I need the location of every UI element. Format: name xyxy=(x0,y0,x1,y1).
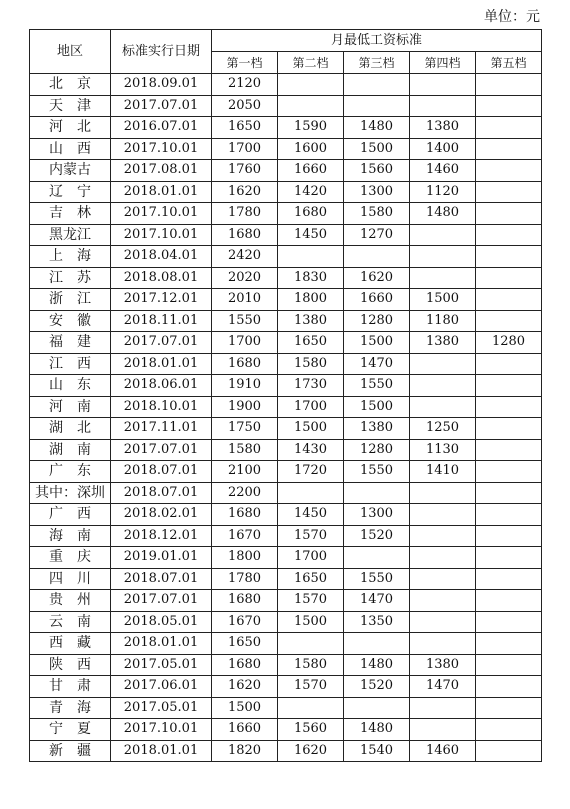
tier-3-cell: 1270 xyxy=(344,224,410,246)
tier-4-cell xyxy=(410,590,476,612)
tier-4-cell xyxy=(410,267,476,289)
tier-1-cell: 1680 xyxy=(212,353,278,375)
tier-5-cell xyxy=(476,654,542,676)
date-cell: 2017.05.01 xyxy=(111,654,212,676)
tier-3-cell: 1500 xyxy=(344,396,410,418)
tier-3-cell: 1480 xyxy=(344,654,410,676)
tier-3-cell: 1500 xyxy=(344,138,410,160)
tier-1-cell: 1680 xyxy=(212,504,278,526)
region-cell: 山 西 xyxy=(30,138,111,160)
tier-1-cell: 1700 xyxy=(212,138,278,160)
date-cell: 2017.07.01 xyxy=(111,95,212,117)
tier-4-cell xyxy=(410,697,476,719)
tier-4-cell xyxy=(410,525,476,547)
tier-2-cell: 1830 xyxy=(278,267,344,289)
tier-4-cell xyxy=(410,504,476,526)
table-row xyxy=(30,461,542,483)
region-cell: 甘 肃 xyxy=(30,676,111,698)
region-cell: 天 津 xyxy=(30,95,111,117)
tier-3-cell xyxy=(344,633,410,655)
tier-3-cell: 1560 xyxy=(344,160,410,182)
tier-4-cell: 1400 xyxy=(410,138,476,160)
tier-1-cell: 1900 xyxy=(212,396,278,418)
tier-1-cell: 1650 xyxy=(212,633,278,655)
tier-4-cell: 1120 xyxy=(410,181,476,203)
tier-3-cell: 1660 xyxy=(344,289,410,311)
tier-2-cell: 1580 xyxy=(278,654,344,676)
tier-4-cell xyxy=(410,246,476,268)
region-cell: 贵 州 xyxy=(30,590,111,612)
tier-1-cell: 1680 xyxy=(212,224,278,246)
tier-5-cell xyxy=(476,203,542,225)
header-date: 标准实行日期 xyxy=(111,30,212,74)
region-cell: 辽 宁 xyxy=(30,181,111,203)
region-cell: 宁 夏 xyxy=(30,719,111,741)
tier-2-cell: 1620 xyxy=(278,740,344,762)
tier-4-cell: 1180 xyxy=(410,310,476,332)
tier-1-cell: 2100 xyxy=(212,461,278,483)
table-row xyxy=(30,138,542,160)
region-cell: 广 西 xyxy=(30,504,111,526)
tier-3-cell: 1620 xyxy=(344,267,410,289)
table-row xyxy=(30,439,542,461)
tier-5-cell xyxy=(476,547,542,569)
region-cell: 湖 南 xyxy=(30,439,111,461)
table-row xyxy=(30,568,542,590)
date-cell: 2018.05.01 xyxy=(111,611,212,633)
region-cell: 新 疆 xyxy=(30,740,111,762)
tier-2-cell: 1450 xyxy=(278,504,344,526)
date-cell: 2017.07.01 xyxy=(111,590,212,612)
tier-1-cell: 1760 xyxy=(212,160,278,182)
tier-2-cell: 1500 xyxy=(278,611,344,633)
region-cell: 青 海 xyxy=(30,697,111,719)
tier-3-cell: 1280 xyxy=(344,439,410,461)
region-cell: 上 海 xyxy=(30,246,111,268)
region-cell: 陕 西 xyxy=(30,654,111,676)
region-cell: 河 北 xyxy=(30,117,111,139)
table-row xyxy=(30,267,542,289)
tier-2-cell xyxy=(278,697,344,719)
tier-3-cell xyxy=(344,482,410,504)
tier-5-cell xyxy=(476,590,542,612)
table-row xyxy=(30,525,542,547)
date-cell: 2017.06.01 xyxy=(111,676,212,698)
tier-1-cell: 2050 xyxy=(212,95,278,117)
unit-label: 单位：元 xyxy=(484,9,540,25)
tier-1-cell: 1580 xyxy=(212,439,278,461)
tier-5-cell xyxy=(476,289,542,311)
table-row xyxy=(30,654,542,676)
tier-5-cell xyxy=(476,353,542,375)
date-cell: 2018.01.01 xyxy=(111,633,212,655)
table-row xyxy=(30,289,542,311)
tier-5-cell xyxy=(476,267,542,289)
date-cell: 2018.01.01 xyxy=(111,353,212,375)
table-row xyxy=(30,160,542,182)
tier-1-cell: 2010 xyxy=(212,289,278,311)
tier-1-cell: 2200 xyxy=(212,482,278,504)
tier-4-cell: 1480 xyxy=(410,203,476,225)
tier-2-cell: 1700 xyxy=(278,547,344,569)
tier-4-cell: 1250 xyxy=(410,418,476,440)
date-cell: 2018.10.01 xyxy=(111,396,212,418)
tier-5-cell xyxy=(476,525,542,547)
region-cell: 内蒙古 xyxy=(30,160,111,182)
region-cell: 海 南 xyxy=(30,525,111,547)
date-cell: 2016.07.01 xyxy=(111,117,212,139)
tier-4-cell xyxy=(410,482,476,504)
date-cell: 2018.12.01 xyxy=(111,525,212,547)
tier-3-cell: 1580 xyxy=(344,203,410,225)
tier-2-cell xyxy=(278,246,344,268)
tier-2-cell: 1570 xyxy=(278,590,344,612)
tier-3-cell: 1540 xyxy=(344,740,410,762)
date-cell: 2017.07.01 xyxy=(111,332,212,354)
tier-5-cell xyxy=(476,181,542,203)
tier-5-cell: 1280 xyxy=(476,332,542,354)
tier-5-cell xyxy=(476,138,542,160)
date-cell: 2019.01.01 xyxy=(111,547,212,569)
tier-2-cell: 1500 xyxy=(278,418,344,440)
table-row xyxy=(30,676,542,698)
tier-4-cell: 1410 xyxy=(410,461,476,483)
tier-5-cell xyxy=(476,439,542,461)
minimum-wage-table xyxy=(29,29,542,762)
tier-2-cell xyxy=(278,95,344,117)
date-cell: 2018.06.01 xyxy=(111,375,212,397)
date-cell: 2018.08.01 xyxy=(111,267,212,289)
tier-4-cell xyxy=(410,353,476,375)
tier-2-cell: 1560 xyxy=(278,719,344,741)
tier-1-cell: 1800 xyxy=(212,547,278,569)
tier-5-cell xyxy=(476,568,542,590)
region-cell: 河 南 xyxy=(30,396,111,418)
tier-5-cell xyxy=(476,74,542,96)
region-cell: 江 西 xyxy=(30,353,111,375)
table-row xyxy=(30,95,542,117)
tier-2-cell xyxy=(278,74,344,96)
tier-5-cell xyxy=(476,633,542,655)
tier-5-cell xyxy=(476,504,542,526)
date-cell: 2018.01.01 xyxy=(111,181,212,203)
tier-5-cell xyxy=(476,719,542,741)
tier-5-cell xyxy=(476,117,542,139)
tier-3-cell xyxy=(344,246,410,268)
table-row xyxy=(30,611,542,633)
table-row xyxy=(30,310,542,332)
tier-1-cell: 1550 xyxy=(212,310,278,332)
tier-4-cell xyxy=(410,396,476,418)
header-tier-5: 第五档 xyxy=(476,52,542,74)
tier-2-cell: 1660 xyxy=(278,160,344,182)
tier-5-cell xyxy=(476,461,542,483)
header-tier-3: 第三档 xyxy=(344,52,410,74)
tier-4-cell xyxy=(410,633,476,655)
table-row xyxy=(30,482,542,504)
tier-5-cell xyxy=(476,375,542,397)
tier-5-cell xyxy=(476,676,542,698)
region-cell: 山 东 xyxy=(30,375,111,397)
tier-1-cell: 2120 xyxy=(212,74,278,96)
tier-1-cell: 1680 xyxy=(212,590,278,612)
header-row-1 xyxy=(30,30,542,52)
tier-2-cell: 1430 xyxy=(278,439,344,461)
region-cell: 吉 林 xyxy=(30,203,111,225)
tier-4-cell xyxy=(410,375,476,397)
tier-4-cell xyxy=(410,547,476,569)
table-row xyxy=(30,396,542,418)
tier-4-cell: 1380 xyxy=(410,654,476,676)
table-row xyxy=(30,740,542,762)
table-row xyxy=(30,181,542,203)
tier-4-cell xyxy=(410,611,476,633)
tier-1-cell: 2420 xyxy=(212,246,278,268)
tier-3-cell xyxy=(344,697,410,719)
tier-2-cell: 1700 xyxy=(278,396,344,418)
tier-4-cell: 1130 xyxy=(410,439,476,461)
date-cell: 2017.12.01 xyxy=(111,289,212,311)
tier-1-cell: 1750 xyxy=(212,418,278,440)
tier-3-cell xyxy=(344,95,410,117)
tier-3-cell: 1520 xyxy=(344,676,410,698)
tier-3-cell: 1300 xyxy=(344,504,410,526)
tier-5-cell xyxy=(476,697,542,719)
date-cell: 2018.09.01 xyxy=(111,74,212,96)
tier-1-cell: 1670 xyxy=(212,525,278,547)
region-cell: 江 苏 xyxy=(30,267,111,289)
region-cell: 西 藏 xyxy=(30,633,111,655)
date-cell: 2017.11.01 xyxy=(111,418,212,440)
table-row xyxy=(30,504,542,526)
tier-2-cell: 1650 xyxy=(278,332,344,354)
tier-1-cell: 1680 xyxy=(212,654,278,676)
table-row xyxy=(30,74,542,96)
table-row xyxy=(30,418,542,440)
table-row xyxy=(30,203,542,225)
tier-2-cell: 1680 xyxy=(278,203,344,225)
table-row xyxy=(30,375,542,397)
tier-3-cell xyxy=(344,74,410,96)
tier-2-cell: 1570 xyxy=(278,676,344,698)
table-row xyxy=(30,719,542,741)
tier-3-cell: 1470 xyxy=(344,590,410,612)
tier-3-cell: 1350 xyxy=(344,611,410,633)
tier-4-cell: 1460 xyxy=(410,160,476,182)
tier-3-cell xyxy=(344,547,410,569)
date-cell: 2018.04.01 xyxy=(111,246,212,268)
region-cell: 安 徽 xyxy=(30,310,111,332)
tier-2-cell: 1380 xyxy=(278,310,344,332)
tier-4-cell xyxy=(410,568,476,590)
tier-4-cell: 1470 xyxy=(410,676,476,698)
tier-2-cell: 1570 xyxy=(278,525,344,547)
header-tier-2: 第二档 xyxy=(278,52,344,74)
header-wage-group: 月最低工资标准 xyxy=(212,30,542,52)
date-cell: 2017.07.01 xyxy=(111,439,212,461)
table-row xyxy=(30,246,542,268)
tier-3-cell: 1380 xyxy=(344,418,410,440)
tier-1-cell: 1700 xyxy=(212,332,278,354)
tier-2-cell: 1800 xyxy=(278,289,344,311)
date-cell: 2017.10.01 xyxy=(111,138,212,160)
tier-5-cell xyxy=(476,224,542,246)
tier-2-cell xyxy=(278,482,344,504)
region-cell: 其中：深圳 xyxy=(30,482,111,504)
tier-2-cell: 1420 xyxy=(278,181,344,203)
tier-3-cell: 1550 xyxy=(344,375,410,397)
header-tier-4: 第四档 xyxy=(410,52,476,74)
tier-4-cell: 1460 xyxy=(410,740,476,762)
tier-1-cell: 1780 xyxy=(212,568,278,590)
tier-5-cell xyxy=(476,482,542,504)
tier-3-cell: 1480 xyxy=(344,117,410,139)
tier-5-cell xyxy=(476,418,542,440)
date-cell: 2017.10.01 xyxy=(111,203,212,225)
table-row xyxy=(30,224,542,246)
tier-3-cell: 1550 xyxy=(344,461,410,483)
region-cell: 北 京 xyxy=(30,74,111,96)
region-cell: 黑龙江 xyxy=(30,224,111,246)
region-cell: 湖 北 xyxy=(30,418,111,440)
date-cell: 2017.05.01 xyxy=(111,697,212,719)
tier-2-cell: 1730 xyxy=(278,375,344,397)
tier-1-cell: 1620 xyxy=(212,676,278,698)
tier-1-cell: 1650 xyxy=(212,117,278,139)
tier-3-cell: 1520 xyxy=(344,525,410,547)
tier-1-cell: 2020 xyxy=(212,267,278,289)
tier-5-cell xyxy=(476,611,542,633)
tier-3-cell: 1280 xyxy=(344,310,410,332)
header-region: 地区 xyxy=(30,30,111,74)
region-cell: 广 东 xyxy=(30,461,111,483)
date-cell: 2017.10.01 xyxy=(111,224,212,246)
tier-1-cell: 1780 xyxy=(212,203,278,225)
tier-3-cell: 1480 xyxy=(344,719,410,741)
tier-5-cell xyxy=(476,310,542,332)
region-cell: 四 川 xyxy=(30,568,111,590)
table-row xyxy=(30,633,542,655)
date-cell: 2018.07.01 xyxy=(111,461,212,483)
tier-3-cell: 1550 xyxy=(344,568,410,590)
tier-4-cell: 1500 xyxy=(410,289,476,311)
header-tier-1: 第一档 xyxy=(212,52,278,74)
tier-1-cell: 1660 xyxy=(212,719,278,741)
tier-2-cell: 1580 xyxy=(278,353,344,375)
tier-1-cell: 1620 xyxy=(212,181,278,203)
tier-2-cell: 1600 xyxy=(278,138,344,160)
tier-4-cell: 1380 xyxy=(410,117,476,139)
tier-4-cell xyxy=(410,74,476,96)
date-cell: 2018.11.01 xyxy=(111,310,212,332)
tier-1-cell: 1670 xyxy=(212,611,278,633)
tier-5-cell xyxy=(476,246,542,268)
tier-5-cell xyxy=(476,160,542,182)
tier-1-cell: 1820 xyxy=(212,740,278,762)
tier-2-cell: 1590 xyxy=(278,117,344,139)
tier-2-cell: 1450 xyxy=(278,224,344,246)
tier-4-cell xyxy=(410,224,476,246)
date-cell: 2018.02.01 xyxy=(111,504,212,526)
region-cell: 浙 江 xyxy=(30,289,111,311)
date-cell: 2017.08.01 xyxy=(111,160,212,182)
region-cell: 福 建 xyxy=(30,332,111,354)
table-row xyxy=(30,117,542,139)
tier-2-cell: 1720 xyxy=(278,461,344,483)
date-cell: 2017.10.01 xyxy=(111,719,212,741)
tier-2-cell xyxy=(278,633,344,655)
date-cell: 2018.07.01 xyxy=(111,568,212,590)
table-row xyxy=(30,332,542,354)
table-row xyxy=(30,353,542,375)
region-cell: 云 南 xyxy=(30,611,111,633)
tier-2-cell: 1650 xyxy=(278,568,344,590)
date-cell: 2018.01.01 xyxy=(111,740,212,762)
tier-3-cell: 1300 xyxy=(344,181,410,203)
table-row xyxy=(30,547,542,569)
date-cell: 2018.07.01 xyxy=(111,482,212,504)
tier-1-cell: 1500 xyxy=(212,697,278,719)
tier-4-cell xyxy=(410,719,476,741)
tier-3-cell: 1470 xyxy=(344,353,410,375)
tier-1-cell: 1910 xyxy=(212,375,278,397)
tier-5-cell xyxy=(476,396,542,418)
tier-4-cell: 1380 xyxy=(410,332,476,354)
tier-5-cell xyxy=(476,740,542,762)
tier-5-cell xyxy=(476,95,542,117)
tier-3-cell: 1500 xyxy=(344,332,410,354)
region-cell: 重 庆 xyxy=(30,547,111,569)
table-row xyxy=(30,590,542,612)
tier-4-cell xyxy=(410,95,476,117)
table-row xyxy=(30,697,542,719)
